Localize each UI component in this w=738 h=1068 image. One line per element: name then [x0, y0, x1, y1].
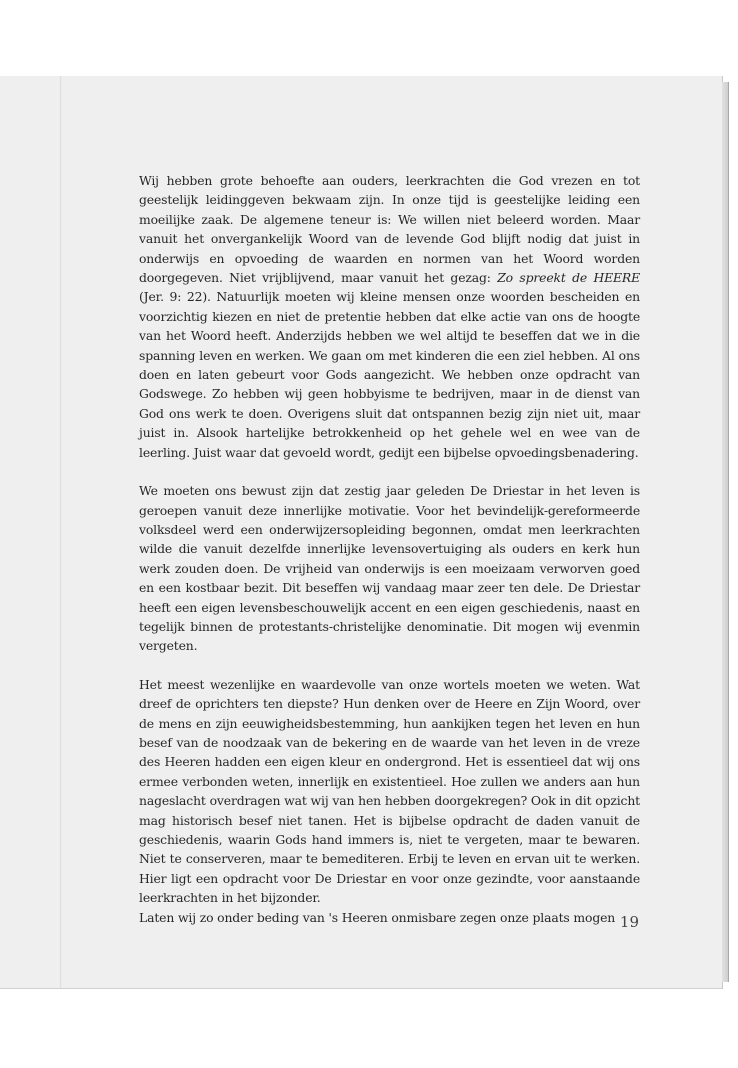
body-text — [139, 171, 640, 927]
paragraph-1-after: (Jer. 9: 22). Natuurlijk moeten wij kleine mensen onze woorden bescheiden en voorzichtig kiezen en niet de pretentie hebben dat elke actie van ons de hoogte van het Woord heeft. Anderzijds hebben we wel altijd te beseffen dat we in die spanning leven en werken. We gaan om met kinderen die een ziel hebben. Al ons doen en laten gebeurt voor Gods aangezicht. We hebben onze opdracht van Godswege. Zo hebben wij geen hobbyisme te bedrijven, maar in de dienst van God ons werk te doen. Overigens sluit dat ontspannen bezig zijn niet uit, maar juist in. Alsook hartelijke betrokkenheid op het gehele wel en wee van de leerling. Juist waar dat gevoeld wordt, gedijt een bijbelse opvoedingsbenadering. — [139, 289, 640, 460]
paragraph-3: Het meest wezenlijke en waardevolle van onze wortels moeten we weten. Wat dreef de oprichters ten diepste? Hun denken over de Heere en Zijn Woord, over de mens en zijn eeuwigheidsbestemming, hun aankijken tegen het leven en hun besef van de noodzaak van de bekering en de waarde van het leven in de vreze des Heeren hadden een eigen kleur en ondergrond. Het is essentieel dat wij ons ermee verbonden weten, innerlijk en existentieel. Hoe zullen we anders aan hun nageslacht overdragen wat wij van hen hebben doorgekregen? Ook in dit opzicht mag historisch besef niet tanen. Het is bijbelse opdracht de daden vanuit de geschiedenis, waarin Gods hand immers is, niet te vergeten, maar te bewaren. Niet te conserveren, maar te bemediteren. Erbij te leven en ervan uit te werken. Hier ligt een opdracht voor De Driestar en voor onze gezindte, voor aanstaande leerkrachten in het bijzonder. — [139, 676, 640, 906]
paragraph-2: We moeten ons bewust zijn dat zestig jaar geleden De Driestar in het leven is geroepen vanuit deze innerlijke motivatie. Voor het bevindelijk-gereformeerde volksdeel werd een onderwijzersopleiding begonnen, omdat men leerkrachten wilde die vanuit dezelfde innerlijke levensovertuiging als ouders en kerk hun werk zouden doen. De vrijheid van onderwijs is een moeizaam verworven goed en een kostbaar bezit. Dit beseffen wij vandaag maar zeer ten dele. De Driestar heeft een eigen levensbeschouwelijk accent en een eigen geschiedenis, naast en tegelijk binnen de protestants-christelijke denominatie. Dit mogen wij evenmin vergeten. — [139, 483, 640, 654]
paragraph-4: Laten wij zo onder beding van 's Heeren onmisbare zegen onze plaats mogen — [139, 909, 616, 925]
paragraph-1 — [139, 171, 640, 462]
paragraph-1-before: Wij hebben grote behoefte aan ouders, leerkrachten die God vrezen en tot geestelijk leidinggeven bekwaam zijn. In onze tijd is geestelijke leiding een moeilijke zaak. De algemene teneur is: We willen niet beleerd worden. Maar vanuit het onvergankelijk Woord van de levende God blijft nodig dat juist in onderwijs en opvoeding de waarden en normen van het Woord worden doorgegeven. Niet vrijblijvend, maar vanuit het gezag: — [139, 173, 640, 286]
page-number: 19 — [619, 913, 639, 931]
book-gutter — [60, 76, 62, 988]
scripture-quote: Zo spreekt de HEERE — [497, 270, 640, 286]
page-edge — [722, 82, 729, 982]
